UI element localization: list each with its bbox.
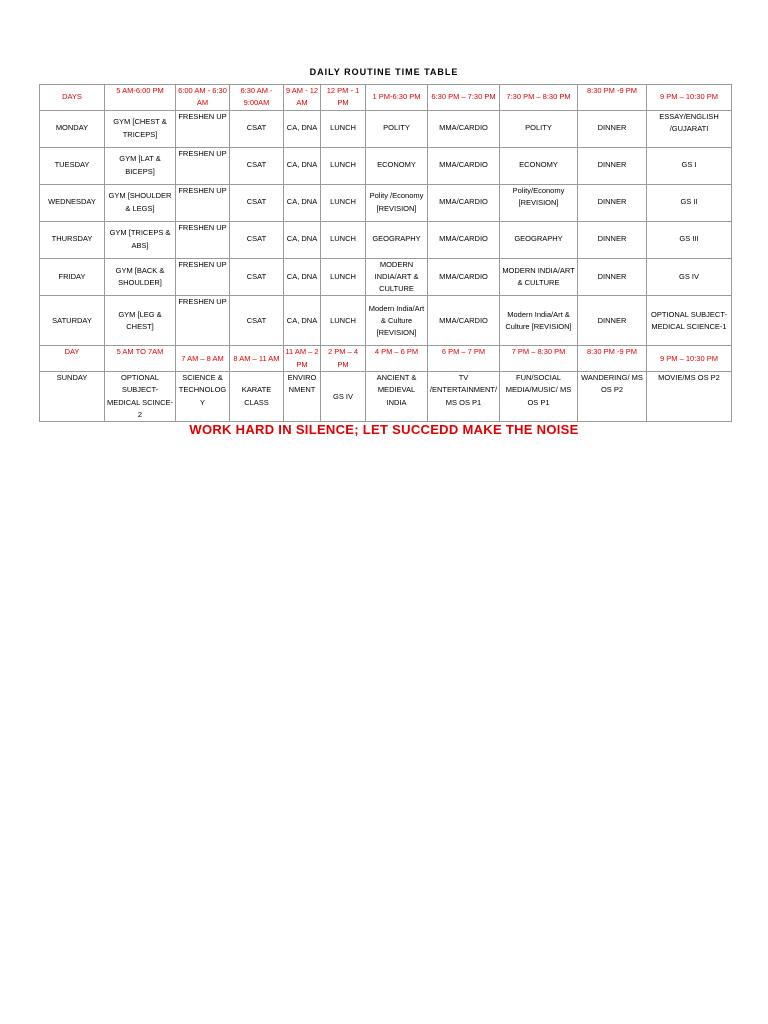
table-cell: ENVIRONMENT bbox=[284, 372, 321, 422]
header-cell: 4 PM – 6 PM bbox=[366, 346, 428, 372]
table-cell: FRESHEN UP bbox=[176, 110, 230, 147]
header-cell: 8:30 PM -9 PM bbox=[578, 85, 647, 111]
table-cell: TV /ENTERTAINMENT/MS OS P1 bbox=[428, 372, 500, 422]
table-cell: MOVIE/MS OS P2 bbox=[647, 372, 732, 422]
table-cell: DINNER bbox=[578, 221, 647, 258]
table-row-friday bbox=[40, 258, 732, 296]
day-cell: SATURDAY bbox=[40, 296, 105, 346]
table-row-wednesday bbox=[40, 184, 732, 221]
table-cell: GYM [CHEST & TRICEPS] bbox=[105, 110, 176, 147]
header-cell: 11 AM – 2 PM bbox=[284, 346, 321, 372]
routine-table bbox=[39, 84, 732, 422]
table-cell: LUNCH bbox=[321, 258, 366, 296]
table-cell: MMA/CARDIO bbox=[428, 147, 500, 184]
header-row bbox=[40, 85, 732, 111]
table-cell: DINNER bbox=[578, 258, 647, 296]
page-title: DAILY ROUTINE TIME TABLE bbox=[309, 67, 459, 77]
table-cell: FRESHEN UP bbox=[176, 221, 230, 258]
table-cell: GS I bbox=[647, 147, 732, 184]
table-cell: CA, DNA bbox=[284, 147, 321, 184]
table-cell: MMA/CARDIO bbox=[428, 296, 500, 346]
motto-text: WORK HARD IN SILENCE; LET SUCCEDD MAKE THE NOISE bbox=[189, 422, 579, 437]
table-cell: DINNER bbox=[578, 296, 647, 346]
day-cell: SUNDAY bbox=[40, 372, 105, 422]
table-cell: CSAT bbox=[230, 110, 284, 147]
table-cell: ESSAY/ENGLISH /GUJARATI bbox=[647, 110, 732, 147]
table-cell: FRESHEN UP bbox=[176, 184, 230, 221]
header-cell: 7 AM – 8 AM bbox=[176, 346, 230, 372]
header-cell: 9 AM - 12 AM bbox=[284, 85, 321, 111]
table-cell: LUNCH bbox=[321, 147, 366, 184]
table-cell: FRESHEN UP bbox=[176, 296, 230, 346]
table-cell: MMA/CARDIO bbox=[428, 258, 500, 296]
table-cell: POLITY bbox=[366, 110, 428, 147]
table-cell: KARATE CLASS bbox=[230, 372, 284, 422]
table-cell: Polity /Economy [REVISION] bbox=[366, 184, 428, 221]
header-cell: 9 PM – 10:30 PM bbox=[647, 85, 732, 111]
table-cell: LUNCH bbox=[321, 296, 366, 346]
table-cell: Modern India/Art & Culture [REVISION] bbox=[500, 296, 578, 346]
table-cell: FRESHEN UP bbox=[176, 147, 230, 184]
table-cell: ECONOMY bbox=[366, 147, 428, 184]
header-cell: 8 AM – 11 AM bbox=[230, 346, 284, 372]
table-cell: FUN/SOCIAL MEDIA/MUSIC/ MS OS P1 bbox=[500, 372, 578, 422]
table-cell: LUNCH bbox=[321, 221, 366, 258]
table-cell: FRESHEN UP bbox=[176, 258, 230, 296]
header-cell: 1 PM-6:30 PM bbox=[366, 85, 428, 111]
table-cell: GS II bbox=[647, 184, 732, 221]
table-cell: CSAT bbox=[230, 147, 284, 184]
table-cell: POLITY bbox=[500, 110, 578, 147]
header-cell: 6:30 PM – 7:30 PM bbox=[428, 85, 500, 111]
sunday-header-row bbox=[40, 346, 732, 372]
table-row-thursday bbox=[40, 221, 732, 258]
header-cell: 12 PM - 1 PM bbox=[321, 85, 366, 111]
table-cell: MMA/CARDIO bbox=[428, 110, 500, 147]
table-cell: MODERN INDIA/ART & CULTURE bbox=[500, 258, 578, 296]
header-cell: 5 AM TO 7AM bbox=[105, 346, 176, 372]
table-cell: LUNCH bbox=[321, 184, 366, 221]
table-cell: MMA/CARDIO bbox=[428, 221, 500, 258]
table-cell: LUNCH bbox=[321, 110, 366, 147]
table-cell: ECONOMY bbox=[500, 147, 578, 184]
day-cell: FRIDAY bbox=[40, 258, 105, 296]
table-cell: OPTIONAL SUBJECT-MEDICAL SCINCE-2 bbox=[105, 372, 176, 422]
table-cell: Modern India/Art & Culture [REVISION] bbox=[366, 296, 428, 346]
table-cell: GEOGRAPHY bbox=[366, 221, 428, 258]
header-cell: 5 AM-6:00 PM bbox=[105, 85, 176, 111]
table-cell: GS IV bbox=[321, 372, 366, 422]
table-cell: GYM [LAT & BICEPS] bbox=[105, 147, 176, 184]
header-cell: 8:30 PM -9 PM bbox=[578, 346, 647, 372]
header-cell: 6 PM – 7 PM bbox=[428, 346, 500, 372]
header-cell: 7:30 PM – 8:30 PM bbox=[500, 85, 578, 111]
day-cell: MONDAY bbox=[40, 110, 105, 147]
table-cell: GEOGRAPHY bbox=[500, 221, 578, 258]
table-cell: DINNER bbox=[578, 147, 647, 184]
table-cell: CSAT bbox=[230, 221, 284, 258]
table-cell: GYM [BACK & SHOULDER] bbox=[105, 258, 176, 296]
day-cell: TUESDAY bbox=[40, 147, 105, 184]
day-cell: THURSDAY bbox=[40, 221, 105, 258]
header-cell: 2 PM – 4 PM bbox=[321, 346, 366, 372]
day-cell: WEDNESDAY bbox=[40, 184, 105, 221]
table-cell: CA, DNA bbox=[284, 184, 321, 221]
table-cell: CSAT bbox=[230, 184, 284, 221]
table-cell: ANCIENT & MEDIEVAL INDIA bbox=[366, 372, 428, 422]
table-cell: OPTIONAL SUBJECT-MEDICAL SCIENCE-1 bbox=[647, 296, 732, 346]
table-cell: CA, DNA bbox=[284, 221, 321, 258]
table-cell: DINNER bbox=[578, 110, 647, 147]
table-row-monday bbox=[40, 110, 732, 147]
header-cell: 7 PM – 8:30 PM bbox=[500, 346, 578, 372]
header-cell: 6:30 AM - 9:00AM bbox=[230, 85, 284, 111]
table-cell: SCIENCE & TECHNOLOGY bbox=[176, 372, 230, 422]
table-cell: CA, DNA bbox=[284, 110, 321, 147]
header-cell: DAY bbox=[40, 346, 105, 372]
header-cell: DAYS bbox=[40, 85, 105, 111]
table-cell: WANDERING/ MS OS P2 bbox=[578, 372, 647, 422]
table-row-tuesday bbox=[40, 147, 732, 184]
table-cell: CA, DNA bbox=[284, 258, 321, 296]
table-cell: CA, DNA bbox=[284, 296, 321, 346]
table-cell: MMA/CARDIO bbox=[428, 184, 500, 221]
table-cell: Polity/Economy [REVISION] bbox=[500, 184, 578, 221]
table-row-saturday bbox=[40, 296, 732, 346]
header-cell: 9 PM – 10:30 PM bbox=[647, 346, 732, 372]
table-row-sunday bbox=[40, 372, 732, 422]
table-cell: MODERN INDIA/ART & CULTURE bbox=[366, 258, 428, 296]
table-cell: CSAT bbox=[230, 258, 284, 296]
table-cell: GYM [TRICEPS & ABS] bbox=[105, 221, 176, 258]
header-cell: 6:00 AM - 6:30 AM bbox=[176, 85, 230, 111]
table-cell: GS III bbox=[647, 221, 732, 258]
table-cell: GYM [SHOULDER & LEGS] bbox=[105, 184, 176, 221]
table-cell: GS IV bbox=[647, 258, 732, 296]
table-cell: GYM [LEG & CHEST] bbox=[105, 296, 176, 346]
table-cell: DINNER bbox=[578, 184, 647, 221]
table-cell: CSAT bbox=[230, 296, 284, 346]
